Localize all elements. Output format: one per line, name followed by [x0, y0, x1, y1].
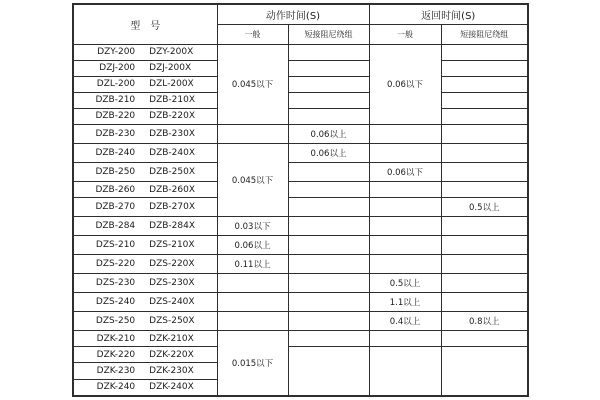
- model-name-a: DZS-240: [95, 297, 136, 308]
- model-cell: [73, 236, 217, 255]
- model-name-a: DZB-284: [95, 221, 136, 232]
- model-cell: [73, 347, 217, 363]
- model-name-a: DZB-230: [95, 128, 136, 139]
- model-cell: [73, 182, 217, 198]
- value-cell-action-general: 0.015以下: [217, 331, 288, 396]
- model-name-a: DZS-220: [95, 259, 136, 270]
- model-cell: [73, 198, 217, 217]
- model-name-b: DZB-260X: [149, 184, 196, 195]
- model-name-b: DZS-220X: [149, 259, 195, 270]
- empty-cell: [369, 217, 441, 236]
- empty-cell: [369, 255, 441, 274]
- header-return-time: 返回时间(S): [369, 4, 528, 24]
- model-name-a: DZB-270: [95, 202, 136, 213]
- value-cell-return-damping: 0.8以上: [441, 312, 528, 331]
- model-name-b: DZS-240X: [149, 297, 195, 308]
- model-cell: [73, 217, 217, 236]
- model-cell: [73, 312, 217, 331]
- model-name-a: DZS-210: [95, 240, 136, 251]
- empty-cell: [441, 163, 528, 182]
- empty-cell: [441, 293, 528, 312]
- table-row: [73, 76, 528, 92]
- model-name-a: DZK-220: [96, 349, 136, 360]
- model-cell: [73, 255, 217, 274]
- empty-cell: [288, 163, 369, 182]
- table-row: [73, 60, 528, 76]
- header-action-time: 动作时间(S): [217, 4, 369, 24]
- empty-cell: [369, 182, 441, 198]
- model-name-b: DZK-220X: [149, 349, 194, 360]
- model-cell: [73, 44, 217, 60]
- model-cell: [73, 163, 217, 182]
- empty-cell: [369, 124, 441, 143]
- empty-cell: [441, 182, 528, 198]
- header-model: 型 号: [73, 4, 217, 44]
- table-row: [73, 124, 528, 143]
- model-name-b: DZB-220X: [149, 111, 196, 122]
- empty-cell: [441, 347, 528, 396]
- value-cell-return-damping: 0.5以上: [441, 198, 528, 217]
- table-row: [73, 198, 528, 217]
- model-name-b: DZB-250X: [149, 167, 196, 177]
- empty-cell: [369, 143, 441, 162]
- value-cell-action-general: 0.045以下: [217, 143, 288, 216]
- table-row: [73, 347, 528, 363]
- value-cell-action-general: 0.11以上: [217, 255, 288, 274]
- empty-cell: [217, 293, 288, 312]
- model-cell: [73, 108, 217, 124]
- table-row: [73, 331, 528, 347]
- empty-cell: [441, 236, 528, 255]
- table-row: [73, 182, 528, 198]
- model-name-b: DZK-210X: [149, 333, 194, 344]
- empty-cell: [441, 76, 528, 92]
- model-name-a: DZK-210: [96, 333, 136, 344]
- value-cell-action-damping: 0.06以上: [288, 143, 369, 162]
- table-row: [73, 293, 528, 312]
- empty-cell: [288, 44, 369, 60]
- empty-cell: [441, 44, 528, 60]
- model-name-b: DZJ-200X: [149, 63, 192, 74]
- empty-cell: [288, 331, 369, 347]
- table-row: [73, 236, 528, 255]
- empty-cell: [369, 236, 441, 255]
- empty-cell: [441, 331, 528, 347]
- empty-cell: [217, 312, 288, 331]
- empty-cell: [288, 312, 369, 331]
- model-name-b: DZK-240X: [149, 382, 194, 393]
- empty-cell: [441, 274, 528, 293]
- header-action-general: 一般: [217, 24, 288, 44]
- table-row: [73, 274, 528, 293]
- model-name-b: DZS-230X: [149, 278, 195, 289]
- header-return-general: 一般: [369, 24, 441, 44]
- model-cell: [73, 363, 217, 379]
- model-cell: [73, 293, 217, 312]
- value-cell-return-general: 0.4以上: [369, 312, 441, 331]
- model-name-a: DZB-260: [95, 184, 136, 195]
- model-cell: [73, 143, 217, 162]
- table-row: [73, 143, 528, 162]
- model-name-a: DZB-210: [95, 95, 136, 106]
- empty-cell: [288, 198, 369, 217]
- empty-cell: [441, 217, 528, 236]
- table-row: [73, 312, 528, 331]
- table-row: [73, 217, 528, 236]
- empty-cell: [288, 255, 369, 274]
- value-cell-return-general: 0.5以上: [369, 274, 441, 293]
- model-name-b: DZY-200X: [149, 47, 194, 58]
- model-name-b: DZB-230X: [149, 128, 196, 139]
- empty-cell: [288, 217, 369, 236]
- empty-cell: [217, 274, 288, 293]
- empty-cell: [288, 108, 369, 124]
- empty-cell: [369, 331, 441, 347]
- header-row-groups: [73, 4, 528, 24]
- model-name-b: DZB-284X: [149, 221, 196, 232]
- value-cell-action-general: 0.045以下: [217, 44, 288, 124]
- table-row: [73, 163, 528, 182]
- empty-cell: [441, 124, 528, 143]
- model-name-b: DZL-200X: [149, 79, 194, 90]
- empty-cell: [288, 236, 369, 255]
- model-name-a: DZY-200: [97, 47, 136, 58]
- model-name-b: DZS-250X: [149, 316, 195, 327]
- table-row: [73, 108, 528, 124]
- value-cell-return-general: 0.06以下: [369, 163, 441, 182]
- model-name-b: DZK-230X: [149, 365, 194, 376]
- model-name-b: DZS-210X: [149, 240, 195, 251]
- empty-cell: [288, 182, 369, 198]
- model-name-a: DZB-220: [95, 111, 136, 122]
- model-cell: [73, 92, 217, 108]
- empty-cell: [288, 274, 369, 293]
- empty-cell: [288, 347, 369, 396]
- model-cell: [73, 274, 217, 293]
- spec-table: [72, 3, 529, 397]
- empty-cell: [441, 255, 528, 274]
- model-name-a: DZL-200: [96, 79, 136, 90]
- header-action-damping: 短接阻尼绕组: [288, 24, 369, 44]
- model-cell: [73, 331, 217, 347]
- empty-cell: [441, 92, 528, 108]
- model-name-a: DZS-250: [95, 316, 136, 327]
- model-name-a: DZS-230: [95, 278, 136, 289]
- value-cell-action-damping: 0.06以上: [288, 124, 369, 143]
- empty-cell: [441, 60, 528, 76]
- empty-cell: [288, 76, 369, 92]
- value-cell-action-general: 0.03以下: [217, 217, 288, 236]
- empty-cell: [217, 124, 288, 143]
- model-name-a: DZJ-200: [99, 63, 136, 74]
- value-cell-return-general: 1.1以上: [369, 293, 441, 312]
- model-cell: [73, 60, 217, 76]
- table-row: [73, 92, 528, 108]
- empty-cell: [288, 60, 369, 76]
- model-name-a: DZB-250: [95, 167, 136, 177]
- empty-cell: [288, 92, 369, 108]
- model-name-a: DZK-240: [96, 382, 136, 393]
- model-name-b: DZB-240X: [149, 147, 196, 158]
- model-name-b: DZB-270X: [149, 202, 196, 213]
- empty-cell: [288, 293, 369, 312]
- empty-cell: [369, 198, 441, 217]
- table-row: [73, 44, 528, 60]
- empty-cell: [441, 143, 528, 162]
- model-name-b: DZB-210X: [149, 95, 196, 106]
- value-cell-return-general: 0.06以下: [369, 44, 441, 124]
- model-cell: [73, 76, 217, 92]
- table-row: [73, 255, 528, 274]
- value-cell-action-general: 0.06以上: [217, 236, 288, 255]
- header-return-damping: 短接阻尼绕组: [441, 24, 528, 44]
- model-cell: [73, 124, 217, 143]
- model-cell: [73, 379, 217, 396]
- model-name-a: DZB-240: [95, 147, 136, 158]
- empty-cell: [441, 108, 528, 124]
- empty-cell: [369, 347, 441, 396]
- model-name-a: DZK-230: [96, 365, 136, 376]
